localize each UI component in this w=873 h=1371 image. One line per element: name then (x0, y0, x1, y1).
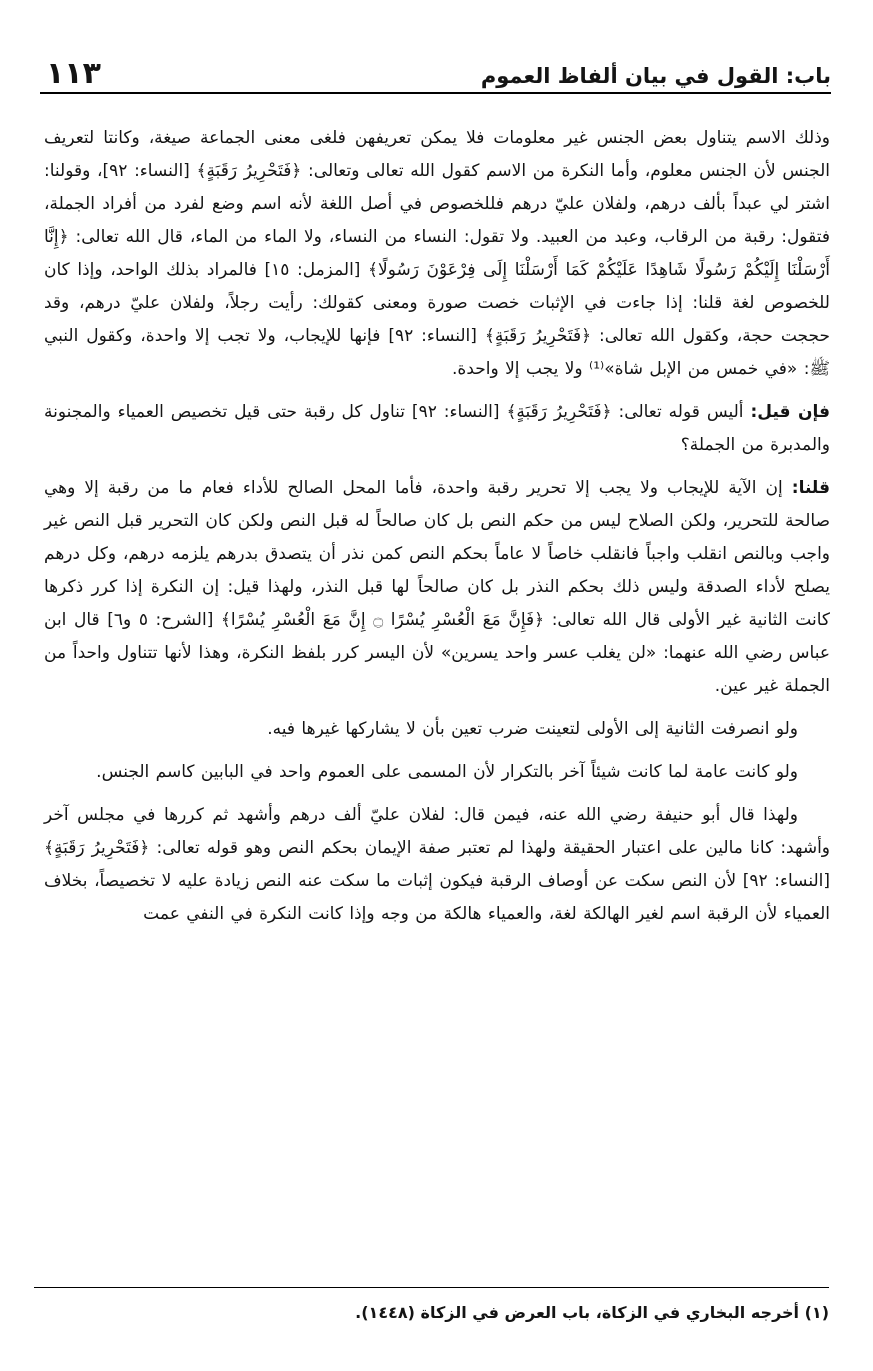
paragraph-2 (44, 396, 830, 462)
paragraph-text: وذلك الاسم يتناول بعض الجنس غير معلومات فلا يمكن تعريفهن فلغى معنى الجماعة صيغة، وكانتا لتعريف الجنس لأن الجنس معلوم، وأما النكرة من الاسم كقول الله تعالى وتعالى: ﴿فَتَحْرِيرُ رَقَبَةٍ﴾ [النساء: ٩٢]، وقولنا: اشتر لي عبداً بألف درهم، ولفلان عليّ درهم فللخصوص في أصل اللغة لأنه اسم وضع لفرد من أفراد الجملة، فتقول: رقبة من الرقاب، وعبد من العبيد. ولا تقول: النساء من النساء، ولا الماء من الماء، قال الله تعالى: ﴿إِنَّا أَرْسَلْنَا إِلَيْكُمْ رَسُولًا شَاهِدًا عَلَيْكُمْ كَمَا أَرْسَلْنَا إِلَى فِرْعَوْنَ رَسُولًا﴾ [المزمل: ١٥] فالمراد بذلك الواحد، وإذا كان للخصوص لغة قلنا: إذا جاءت في الإثبات خصت صورة ومعنى كقولك: رأيت رجلاً، ولفلان عليّ درهم، وقد حججت حجة، وكقول الله تعالى: ﴿فَتَحْرِيرُ رَقَبَةٍ﴾ [النساء: ٩٢] فإنها للإيجاب، ولا تجب إلا واحدة، وكقول النبي ﷺ: «في خمس من الإبل شاة»⁽¹⁾ ولا يجب إلا واحدة. (44, 128, 831, 379)
page-body (44, 122, 830, 931)
paragraph-text: إن الآية للإيجاب ولا يجب إلا تحرير رقبة واحدة، فأما المحل الصالح للأداء فعام ما من رقبة إلا وهي صالحة للتحرير، ولكن الصلاح ليس من حكم النص بل كان صالحاً له قبل النص ولكن كان التحرير قبل النص غير واجب وبالنص انقلب واجباً فانقلب خاصاً لا عاماً بحكم النص كمن نذر أن يتصدق بدرهم يلزمه درهم، وكل درهم يصلح لأداء الصدقة وليس ذلك بحكم النذر بل كان صالحاً لها قبل النذر، ولهذا قيل: إن النكرة إذا كرر ذكرها كانت الثانية غير الأولى قال الله تعالى: ﴿فَإِنَّ مَعَ الْعُسْرِ يُسْرًا ۝ إِنَّ مَعَ الْعُسْرِ يُسْرًا﴾ [الشرح: ٥ و٦] قال ابن عباس رضي الله عنهما: «لن يغلب عسر واحد يسرين» لأن اليسر كرر بلفظ النكرة، وهذا لأنها تتناول واحداً من الجملة غير عين. (44, 478, 830, 696)
page-number: ١١٣ (46, 56, 101, 91)
footnote-rule (34, 1287, 829, 1288)
footnote: (١) أخرجه البخاري في الزكاة، باب العرض في الزكاة (١٤٤٨). (355, 1303, 829, 1322)
paragraph-3 (44, 472, 830, 703)
paragraph-4 (44, 713, 830, 746)
paragraph-lead: قلنا: (791, 478, 830, 498)
paragraph-lead: فإن قيل: (750, 402, 831, 422)
paragraph-1 (44, 122, 830, 386)
page-header (40, 48, 831, 94)
paragraph-text: أليس قوله تعالى: ﴿فَتَحْرِيرُ رَقَبَةٍ﴾ [النساء: ٩٢] تناول كل رقبة حتى قيل تخصيص العمياء والمجنونة والمدبرة من الجملة؟ (44, 402, 830, 455)
paragraph-text: ولو انصرفت الثانية إلى الأولى لتعينت ضرب تعين بأن لا يشاركها غيرها فيه. (267, 719, 798, 739)
header-rule (40, 92, 831, 94)
paragraph-5 (44, 756, 830, 789)
paragraph-text: ولهذا قال أبو حنيفة رضي الله عنه، فيمن قال: لفلان عليّ ألف درهم وأشهد ثم كررها في مجلس آخر وأشهد: كانا مالين على اعتبار الحقيقة ولهذا لم تعتبر صفة الإيمان بحكم النص وهو قوله تعالى: ﴿فَتَحْرِيرُ رَقَبَةٍ﴾ [النساء: ٩٢] لأن النص سكت عن أوصاف الرقبة فيكون إثبات ما سكت عنه النص زيادة عليه لا تخصيصاً، بخلاف العمياء لأن الرقبة اسم لغير الهالكة لغة، والعمياء هالكة من وجه وإذا كانت النكرة في النفي عمت (44, 805, 831, 924)
paragraph-text: ولو كانت عامة لما كانت شيئاً آخر بالتكرار لأن المسمى على العموم واحد في البابين كاسم الجنس. (96, 762, 798, 782)
chapter-title: باب: القول في بيان ألفاظ العموم (480, 64, 831, 88)
paragraph-6 (44, 799, 830, 931)
